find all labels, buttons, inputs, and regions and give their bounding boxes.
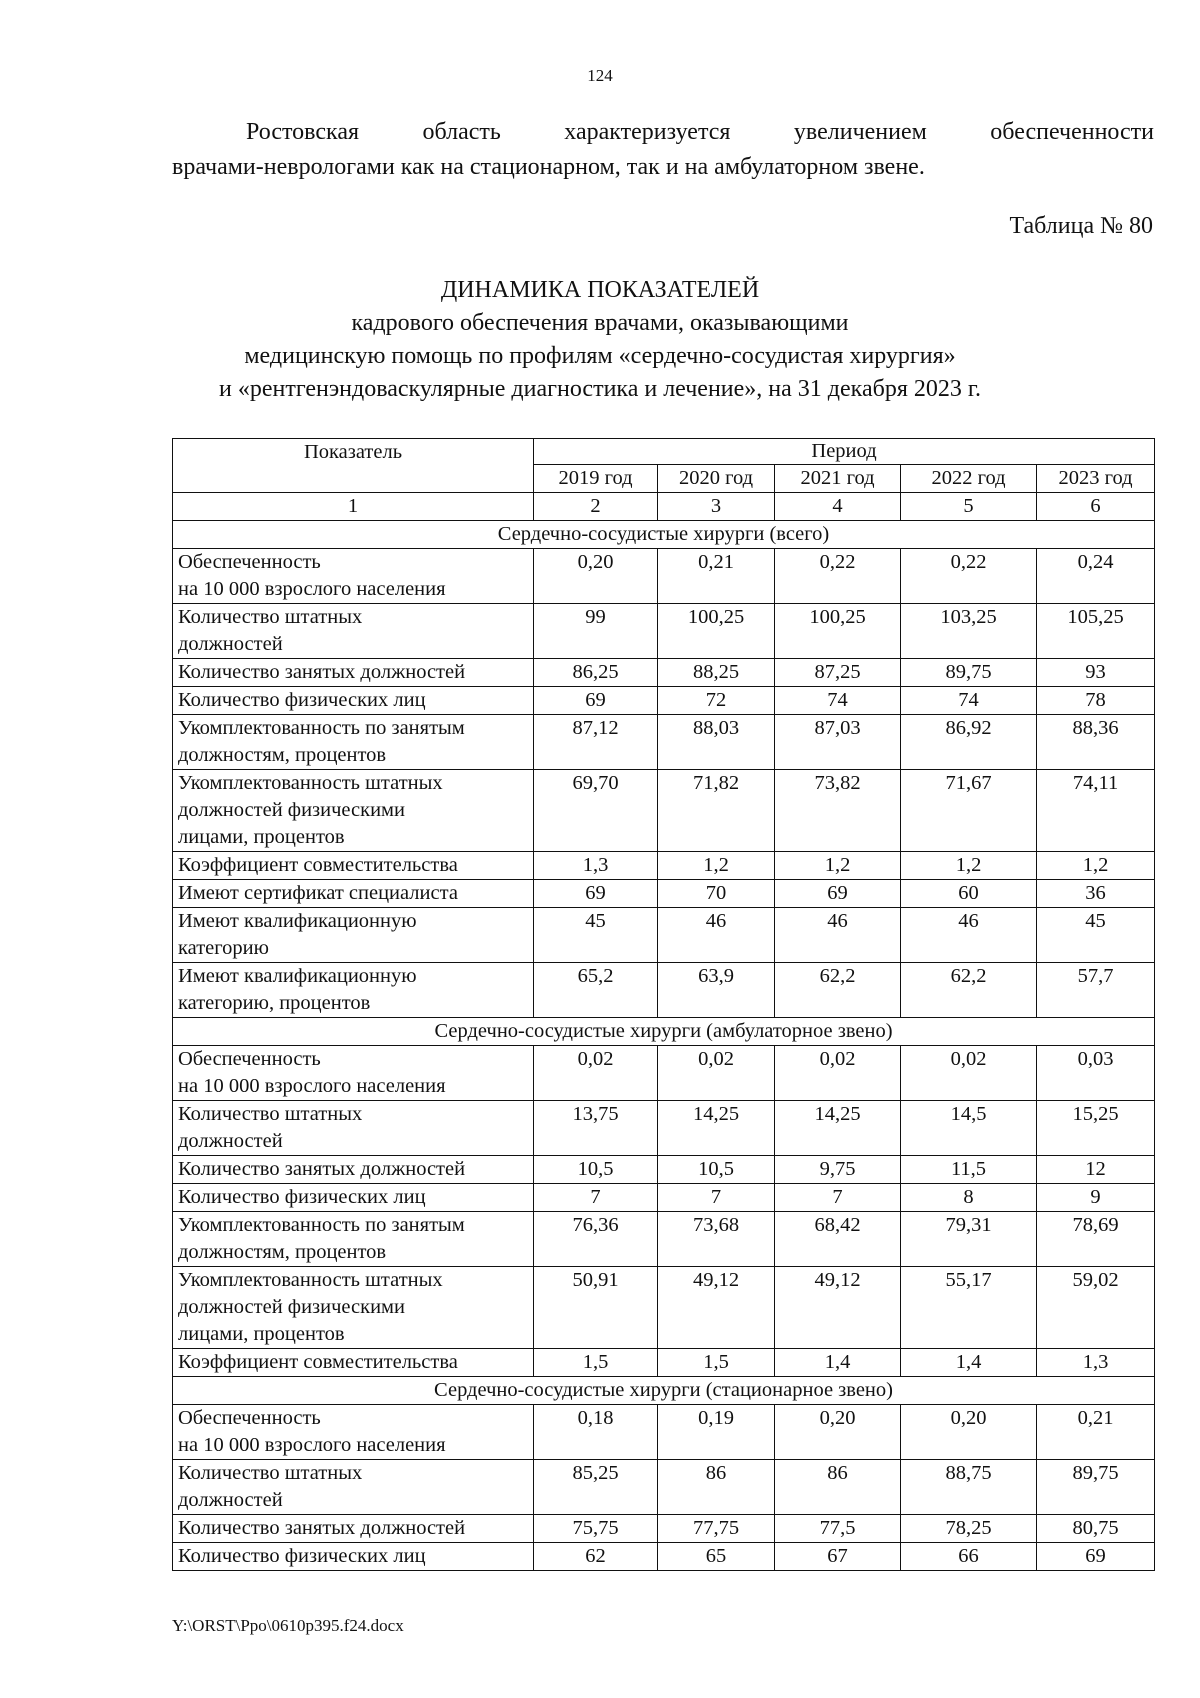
title-line-3: медицинскую помощь по профилям «сердечно-сосудистая хирургия» — [244, 343, 956, 369]
value-cell: 62 — [534, 1543, 658, 1571]
value-cell: 87,03 — [775, 715, 901, 770]
value-cell: 69 — [534, 880, 658, 908]
value-cell: 11,5 — [901, 1156, 1037, 1184]
table-label: Таблица № 80 — [1009, 213, 1153, 239]
value-cell: 13,75 — [534, 1101, 658, 1156]
value-cell: 105,25 — [1037, 604, 1155, 659]
indicator-label: Количество физических лиц — [173, 1184, 534, 1212]
indicator-label: Имеют квалификационную категорию, процентов — [173, 963, 534, 1018]
table-row — [173, 604, 1155, 659]
indicator-label: Количество штатных должностей — [173, 604, 534, 659]
header-year: 2023 год — [1037, 465, 1155, 493]
value-cell: 67 — [775, 1543, 901, 1571]
table-row — [173, 852, 1155, 880]
value-cell: 45 — [534, 908, 658, 963]
value-cell: 14,25 — [658, 1101, 775, 1156]
section-row — [173, 1377, 1155, 1405]
title-line-1: ДИНАМИКА ПОКАЗАТЕЛЕЙ — [440, 277, 760, 303]
value-cell: 88,36 — [1037, 715, 1155, 770]
value-cell: 0,21 — [658, 549, 775, 604]
value-cell: 0,19 — [658, 1405, 775, 1460]
value-cell: 103,25 — [901, 604, 1037, 659]
page-number: 124 — [587, 66, 613, 85]
value-cell: 1,2 — [1037, 852, 1155, 880]
value-cell: 50,91 — [534, 1267, 658, 1349]
column-number: 4 — [775, 493, 901, 521]
indicator-label: Количество занятых должностей — [173, 659, 534, 687]
value-cell: 8 — [901, 1184, 1037, 1212]
value-cell: 9 — [1037, 1184, 1155, 1212]
value-cell: 0,02 — [534, 1046, 658, 1101]
indicator-label: Количество физических лиц — [173, 1543, 534, 1571]
value-cell: 76,36 — [534, 1212, 658, 1267]
indicator-label: Имеют сертификат специалиста — [173, 880, 534, 908]
value-cell: 45 — [1037, 908, 1155, 963]
value-cell: 14,25 — [775, 1101, 901, 1156]
value-cell: 12 — [1037, 1156, 1155, 1184]
value-cell: 78,69 — [1037, 1212, 1155, 1267]
value-cell: 1,2 — [775, 852, 901, 880]
value-cell: 0,02 — [901, 1046, 1037, 1101]
value-cell: 0,18 — [534, 1405, 658, 1460]
value-cell: 71,82 — [658, 770, 775, 852]
value-cell: 88,25 — [658, 659, 775, 687]
value-cell: 0,20 — [534, 549, 658, 604]
value-cell: 1,3 — [534, 852, 658, 880]
value-cell: 73,68 — [658, 1212, 775, 1267]
section-row — [173, 521, 1155, 549]
value-cell: 15,25 — [1037, 1101, 1155, 1156]
table-title — [0, 274, 1200, 406]
value-cell: 77,75 — [658, 1515, 775, 1543]
table-row — [173, 549, 1155, 604]
value-cell: 46 — [775, 908, 901, 963]
value-cell: 74 — [775, 687, 901, 715]
indicator-label: Количество занятых должностей — [173, 1156, 534, 1184]
value-cell: 63,9 — [658, 963, 775, 1018]
table-row — [173, 1267, 1155, 1349]
value-cell: 0,02 — [775, 1046, 901, 1101]
value-cell: 1,5 — [534, 1349, 658, 1377]
table-row — [173, 1101, 1155, 1156]
value-cell: 85,25 — [534, 1460, 658, 1515]
indicators-table — [172, 438, 1155, 1571]
value-cell: 100,25 — [658, 604, 775, 659]
value-cell: 62,2 — [775, 963, 901, 1018]
indicator-label: Количество штатных должностей — [173, 1101, 534, 1156]
value-cell: 69,70 — [534, 770, 658, 852]
table-body — [173, 493, 1155, 1571]
value-cell: 49,12 — [658, 1267, 775, 1349]
value-cell: 75,75 — [534, 1515, 658, 1543]
table-row — [173, 715, 1155, 770]
indicator-label: Укомплектованность штатных должностей физическими лицами, процентов — [173, 1267, 534, 1349]
value-cell: 89,75 — [1037, 1460, 1155, 1515]
table-row — [173, 1543, 1155, 1571]
intro-paragraph — [172, 115, 1154, 185]
value-cell: 100,25 — [775, 604, 901, 659]
header-year: 2021 год — [775, 465, 901, 493]
value-cell: 7 — [658, 1184, 775, 1212]
value-cell: 74 — [901, 687, 1037, 715]
value-cell: 36 — [1037, 880, 1155, 908]
section-title: Сердечно-сосудистые хирурги (всего) — [173, 521, 1155, 549]
value-cell: 65 — [658, 1543, 775, 1571]
value-cell: 0,21 — [1037, 1405, 1155, 1460]
indicator-label: Коэффициент совместительства — [173, 852, 534, 880]
indicator-label: Укомплектованность штатных должностей физическими лицами, процентов — [173, 770, 534, 852]
value-cell: 66 — [901, 1543, 1037, 1571]
value-cell: 86 — [775, 1460, 901, 1515]
table-row — [173, 1515, 1155, 1543]
column-number: 2 — [534, 493, 658, 521]
value-cell: 55,17 — [901, 1267, 1037, 1349]
value-cell: 69 — [1037, 1543, 1155, 1571]
indicator-label: Укомплектованность по занятым должностям, процентов — [173, 1212, 534, 1267]
value-cell: 65,2 — [534, 963, 658, 1018]
column-number: 1 — [173, 493, 534, 521]
value-cell: 69 — [534, 687, 658, 715]
indicator-label: Обеспеченность на 10 000 взрослого населения — [173, 1405, 534, 1460]
value-cell: 88,75 — [901, 1460, 1037, 1515]
table-row — [173, 1156, 1155, 1184]
value-cell: 69 — [775, 880, 901, 908]
table-row — [173, 880, 1155, 908]
section-title: Сердечно-сосудистые хирурги (стационарное звено) — [173, 1377, 1155, 1405]
table-row — [173, 908, 1155, 963]
intro-line-1: Ростовская область характеризуется увеличением обеспеченности — [246, 119, 1154, 145]
header-year: 2019 год — [534, 465, 658, 493]
indicator-label: Обеспеченность на 10 000 взрослого населения — [173, 549, 534, 604]
value-cell: 80,75 — [1037, 1515, 1155, 1543]
header-year: 2020 год — [658, 465, 775, 493]
table-row — [173, 659, 1155, 687]
value-cell: 99 — [534, 604, 658, 659]
value-cell: 7 — [775, 1184, 901, 1212]
value-cell: 1,3 — [1037, 1349, 1155, 1377]
value-cell: 10,5 — [658, 1156, 775, 1184]
file-path-footer: Y:\ORST\Ppo\0610p395.f24.docx — [172, 1616, 404, 1635]
column-number: 3 — [658, 493, 775, 521]
value-cell: 62,2 — [901, 963, 1037, 1018]
value-cell: 1,2 — [901, 852, 1037, 880]
indicator-label: Количество физических лиц — [173, 687, 534, 715]
header-year: 2022 год — [901, 465, 1037, 493]
value-cell: 10,5 — [534, 1156, 658, 1184]
value-cell: 74,11 — [1037, 770, 1155, 852]
value-cell: 60 — [901, 880, 1037, 908]
table-row — [173, 687, 1155, 715]
value-cell: 1,5 — [658, 1349, 775, 1377]
value-cell: 73,82 — [775, 770, 901, 852]
header-indicator: Показатель — [173, 439, 534, 493]
value-cell: 0,22 — [775, 549, 901, 604]
table-row — [173, 1046, 1155, 1101]
section-title: Сердечно-сосудистые хирурги (амбулаторное звено) — [173, 1018, 1155, 1046]
title-line-2: кадрового обеспечения врачами, оказывающими — [351, 310, 849, 336]
column-number: 5 — [901, 493, 1037, 521]
value-cell: 46 — [658, 908, 775, 963]
value-cell: 9,75 — [775, 1156, 901, 1184]
title-line-4: и «рентгенэндоваскулярные диагностика и лечение», на 31 декабря 2023 г. — [219, 376, 981, 402]
column-number: 6 — [1037, 493, 1155, 521]
value-cell: 7 — [534, 1184, 658, 1212]
value-cell: 0,02 — [658, 1046, 775, 1101]
value-cell: 0,20 — [775, 1405, 901, 1460]
value-cell: 79,31 — [901, 1212, 1037, 1267]
value-cell: 87,25 — [775, 659, 901, 687]
value-cell: 93 — [1037, 659, 1155, 687]
value-cell: 88,03 — [658, 715, 775, 770]
value-cell: 57,7 — [1037, 963, 1155, 1018]
section-row — [173, 1018, 1155, 1046]
value-cell: 1,2 — [658, 852, 775, 880]
value-cell: 0,22 — [901, 549, 1037, 604]
header-period: Период — [534, 439, 1155, 465]
value-cell: 87,12 — [534, 715, 658, 770]
table-row — [173, 1184, 1155, 1212]
indicator-label: Обеспеченность на 10 000 взрослого населения — [173, 1046, 534, 1101]
value-cell: 49,12 — [775, 1267, 901, 1349]
value-cell: 1,4 — [775, 1349, 901, 1377]
table-row — [173, 963, 1155, 1018]
table-row — [173, 770, 1155, 852]
indicator-label: Количество занятых должностей — [173, 1515, 534, 1543]
indicator-label: Имеют квалификационную категорию — [173, 908, 534, 963]
value-cell: 68,42 — [775, 1212, 901, 1267]
value-cell: 0,03 — [1037, 1046, 1155, 1101]
value-cell: 0,24 — [1037, 549, 1155, 604]
value-cell: 70 — [658, 880, 775, 908]
value-cell: 89,75 — [901, 659, 1037, 687]
indicator-label: Коэффициент совместительства — [173, 1349, 534, 1377]
value-cell: 72 — [658, 687, 775, 715]
table-row — [173, 1349, 1155, 1377]
value-cell: 0,20 — [901, 1405, 1037, 1460]
value-cell: 46 — [901, 908, 1037, 963]
value-cell: 14,5 — [901, 1101, 1037, 1156]
indicator-label: Количество штатных должностей — [173, 1460, 534, 1515]
value-cell: 86,92 — [901, 715, 1037, 770]
value-cell: 77,5 — [775, 1515, 901, 1543]
value-cell: 78,25 — [901, 1515, 1037, 1543]
table-row — [173, 1460, 1155, 1515]
value-cell: 78 — [1037, 687, 1155, 715]
value-cell: 71,67 — [901, 770, 1037, 852]
table-row — [173, 1212, 1155, 1267]
indicator-label: Укомплектованность по занятым должностям, процентов — [173, 715, 534, 770]
value-cell: 86 — [658, 1460, 775, 1515]
column-number-row — [173, 493, 1155, 521]
table-row — [173, 1405, 1155, 1460]
intro-line-2: врачами-неврологами как на стационарном, так и на амбулаторном звене. — [172, 154, 925, 180]
value-cell: 86,25 — [534, 659, 658, 687]
value-cell: 59,02 — [1037, 1267, 1155, 1349]
header-row-1 — [173, 439, 1155, 465]
value-cell: 1,4 — [901, 1349, 1037, 1377]
